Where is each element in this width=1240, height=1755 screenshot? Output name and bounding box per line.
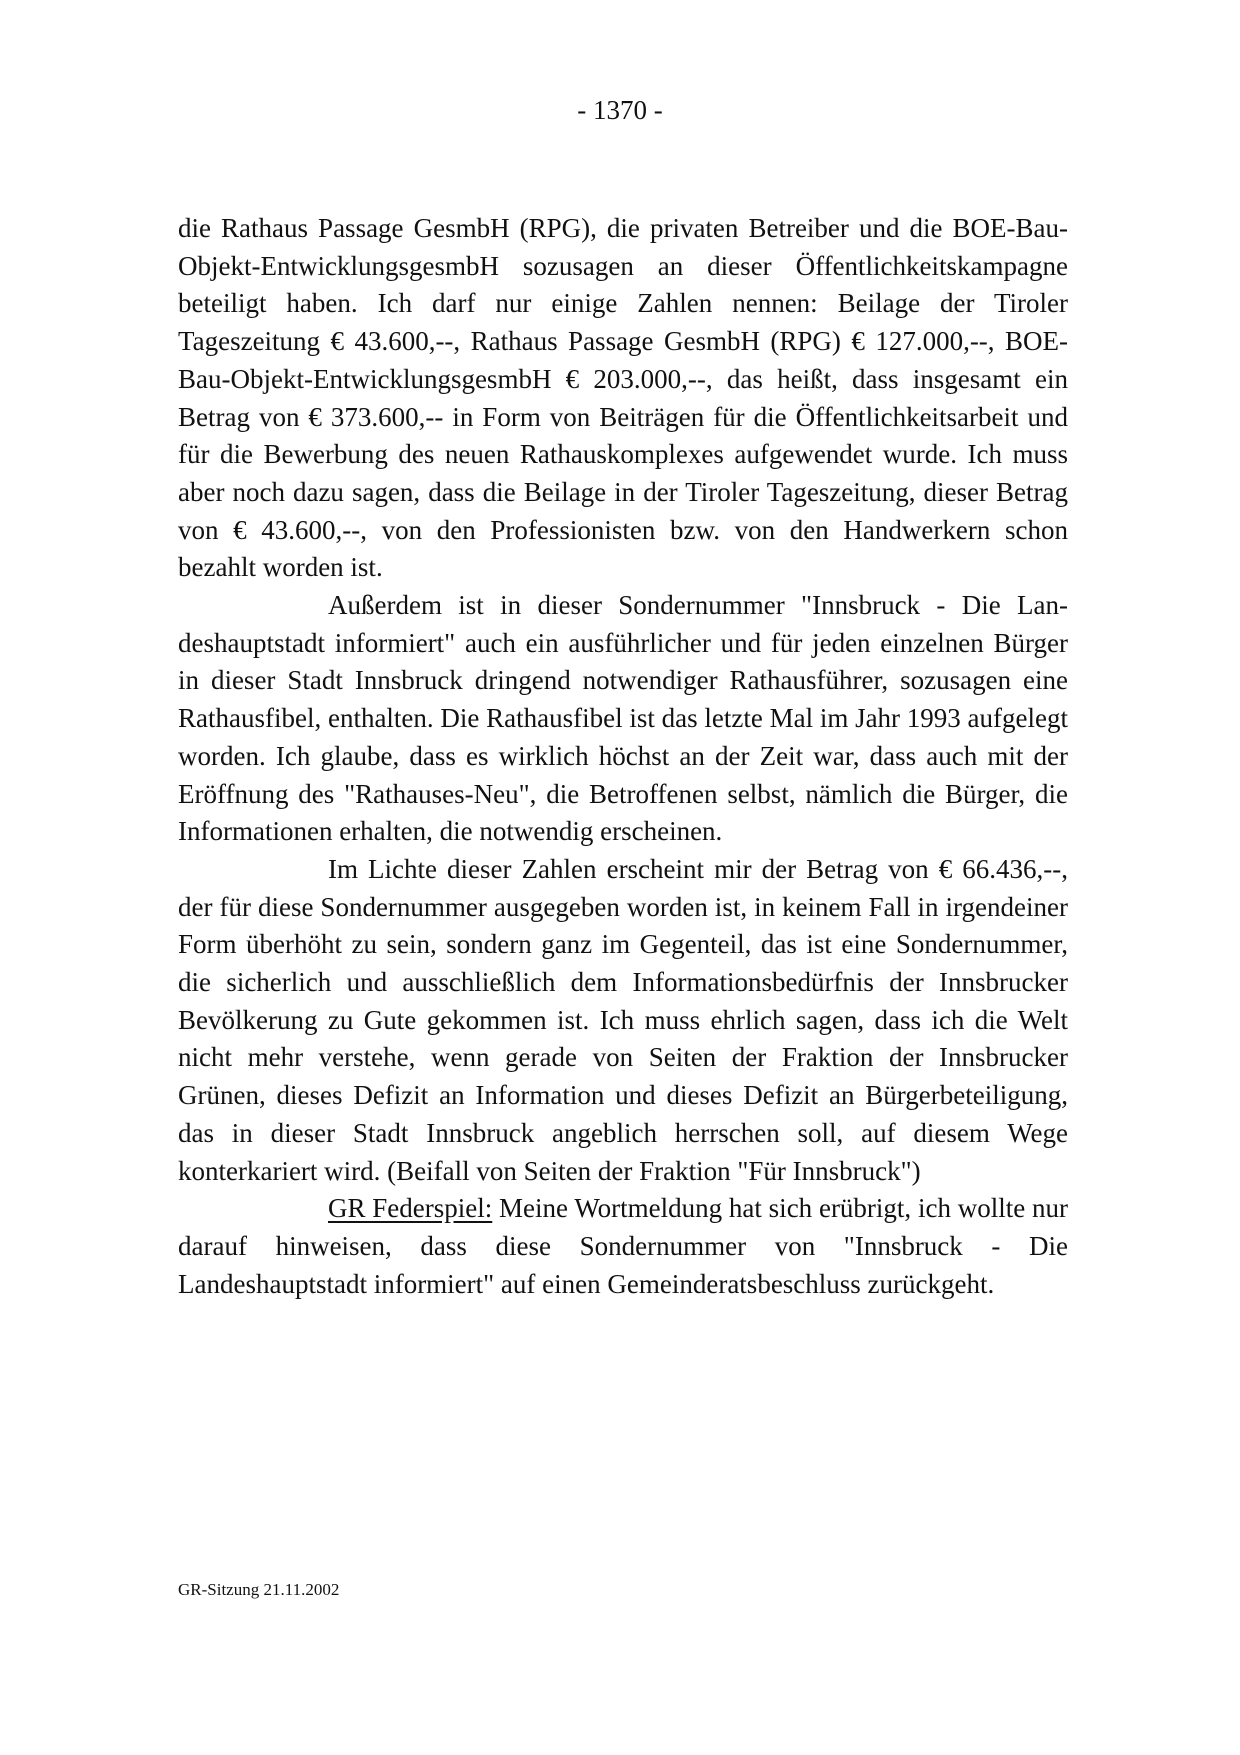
paragraph-2: Außerdem ist in dieser Sondernummer "Innsbruck - Die Landeshauptstadt informiert" auch ein ausführlicher und für jeden einzelnen Bürger in dieser Stadt Innsbruck dringend notwendiger Rathausführer, sozusagen eine Rathausfibel, enthalten. Die Rathausfibel ist das letzte Mal im Jahr 1993 aufgelegt worden. Ich glaube, dass es wirklich höchst an der Zeit war, dass auch mit der Eröffnung des "Rathauses-Neu", die Betroffenen selbst, nämlich die Bürger, die Informationen erhalten, die notwendig erscheinen. [178,590,1068,847]
page-number: - 1370 - [577,95,663,125]
paragraph-4-text: Meine Wortmeldung hat sich erübrigt, ich wollte nur darauf hinweisen, dass diese Sondernummer von "Innsbruck - Die Landeshauptstadt informiert" auf einen Gemeinderatsbeschluss zurückgeht. [178,1193,1068,1299]
footer-session: GR-Sitzung 21.11.2002 [178,1580,340,1599]
speaker-name: GR Federspiel: [328,1193,493,1224]
paragraph-3: Im Lichte dieser Zahlen erscheint mir der Betrag von € 66.436,--, der für diese Sondernummer ausgegeben worden ist, in keinem Fall in irgendeiner Form überhöht zu sein, sondern ganz im Gegenteil, das ist eine Sondernummer, die sicherlich und ausschließlich dem Informationsbedürfnis der Innsbrucker Bevölkerung zu Gute gekommen ist. Ich muss ehrlich sagen, dass ich die Welt nicht mehr verstehe, wenn gerade von Seiten der Fraktion der Innsbrucker Grünen, dieses Defizit an Information und dieses Defizit an Bürgerbeteiligung, das in dieser Stadt Innsbruck angeblich herrschen soll, auf diesem Wege konterkariert wird. (Beifall von Seiten der Fraktion "Für Innsbruck") [178,853,1068,1186]
body-text [178,210,1068,1303]
paragraph-4 [178,1190,1068,1303]
paragraph-1: die Rathaus Passage GesmbH (RPG), die privaten Betreiber und die BOE-Bau-Objekt-EntwicklungsgesmbH sozusagen an dieser Öffentlichkeitskampagne beteiligt haben. Ich darf nur einige Zahlen nennen: Beilage der Tiroler Tageszeitung € 43.600,--, Rathaus Passage GesmbH (RPG) € 127.000,--, BOE-Bau-Objekt-EntwicklungsgesmbH € 203.000,--, das heißt, dass insgesamt ein Betrag von € 373.600,-- in Form von Beiträgen für die Öffentlichkeitsarbeit und für die Bewerbung des neuen Rathauskomplexes aufgewendet wurde. Ich muss aber noch dazu sagen, dass die Beilage in der Tiroler Tageszeitung, dieser Betrag von € 43.600,--, von den Professionisten bzw. von den Handwerkern schon bezahlt worden ist. [178,213,1068,583]
